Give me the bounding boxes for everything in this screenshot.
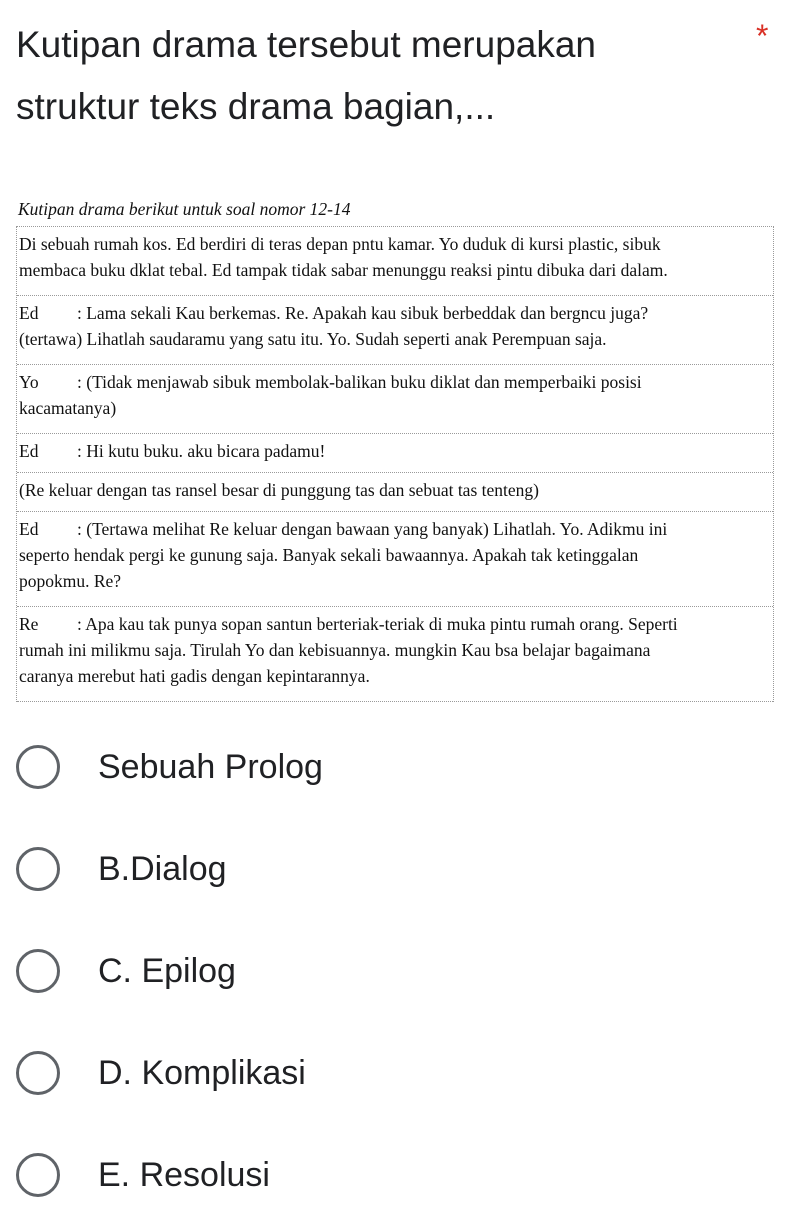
excerpt-text: membaca buku dklat tebal. Ed tampak tidak sabar menunggu reaksi pintu dibuka dari dalam. bbox=[19, 260, 668, 280]
excerpt-line-ed-2 bbox=[17, 434, 773, 473]
excerpt-line-stage-direction-2 bbox=[17, 473, 773, 512]
option-b[interactable] bbox=[16, 818, 776, 920]
option-label-e: E. Resolusi bbox=[98, 1156, 270, 1194]
question-header bbox=[16, 14, 756, 138]
required-asterisk: * bbox=[756, 18, 769, 54]
excerpt-text: popokmu. Re? bbox=[19, 571, 122, 591]
excerpt-body bbox=[16, 226, 774, 702]
excerpt-text: rumah ini milikmu saja. Tirulah Yo dan kebisuannya. mungkin Kau bsa belajar bagaimana bbox=[19, 640, 651, 660]
excerpt-line-ed-1 bbox=[17, 296, 773, 365]
option-label-a: Sebuah Prolog bbox=[98, 748, 323, 786]
excerpt-text: : (Tertawa melihat Re keluar dengan bawaan yang banyak) Lihatlah. Yo. Adikmu ini bbox=[77, 519, 668, 539]
speaker-name: Ed bbox=[19, 303, 39, 323]
radio-button-d[interactable] bbox=[16, 1051, 60, 1095]
option-a[interactable] bbox=[16, 716, 776, 818]
excerpt-text: (Re keluar dengan tas ransel besar di punggung tas dan sebuat tas tenteng) bbox=[19, 480, 539, 500]
excerpt-line-re bbox=[17, 607, 773, 702]
excerpt-text: kacamatanya) bbox=[19, 398, 117, 418]
excerpt-line-ed-3 bbox=[17, 512, 773, 607]
excerpt-text: (tertawa) Lihatlah saudaramu yang satu itu. Yo. Sudah seperti anak Perempuan saja. bbox=[19, 329, 607, 349]
excerpt-text: : Hi kutu buku. aku bicara padamu! bbox=[77, 441, 326, 461]
excerpt-line-yo bbox=[17, 365, 773, 434]
speaker-name: Re bbox=[19, 614, 39, 634]
question-title-line-1: Kutipan drama tersebut merupakan bbox=[16, 24, 597, 65]
question-title-line-2: struktur teks drama bagian,... bbox=[16, 86, 496, 127]
excerpt-text: Di sebuah rumah kos. Ed berdiri di teras depan pntu kamar. Yo duduk di kursi plastic, sibuk bbox=[19, 234, 661, 254]
option-label-b: B.Dialog bbox=[98, 850, 227, 888]
option-e[interactable] bbox=[16, 1124, 776, 1226]
speaker-name: Yo bbox=[19, 372, 39, 392]
speaker-name: Ed bbox=[19, 441, 39, 461]
excerpt-text: caranya merebut hati gadis dengan kepintarannya. bbox=[19, 666, 370, 686]
option-label-d: D. Komplikasi bbox=[98, 1054, 306, 1092]
speaker-name: Ed bbox=[19, 519, 39, 539]
radio-button-b[interactable] bbox=[16, 847, 60, 891]
excerpt-text: : Apa kau tak punya sopan santun berteriak-teriak di muka pintu rumah orang. Seperti bbox=[77, 614, 678, 634]
drama-excerpt-image bbox=[16, 192, 774, 702]
excerpt-heading: Kutipan drama berikut untuk soal nomor 12-14 bbox=[18, 199, 351, 219]
answer-options bbox=[16, 716, 776, 1226]
excerpt-text: : Lama sekali Kau berkemas. Re. Apakah kau sibuk berbeddak dan bergncu juga? bbox=[77, 303, 649, 323]
option-c[interactable] bbox=[16, 920, 776, 1022]
radio-button-a[interactable] bbox=[16, 745, 60, 789]
excerpt-text: seperto hendak pergi ke gunung saja. Banyak sekali bawaannya. Apakah tak ketinggalan bbox=[19, 545, 639, 565]
radio-button-e[interactable] bbox=[16, 1153, 60, 1197]
option-d[interactable] bbox=[16, 1022, 776, 1124]
option-label-c: C. Epilog bbox=[98, 952, 236, 990]
excerpt-line-stage-direction bbox=[17, 227, 773, 296]
radio-button-c[interactable] bbox=[16, 949, 60, 993]
excerpt-text: : (Tidak menjawab sibuk membolak-balikan buku diklat dan memperbaiki posisi bbox=[77, 372, 642, 392]
